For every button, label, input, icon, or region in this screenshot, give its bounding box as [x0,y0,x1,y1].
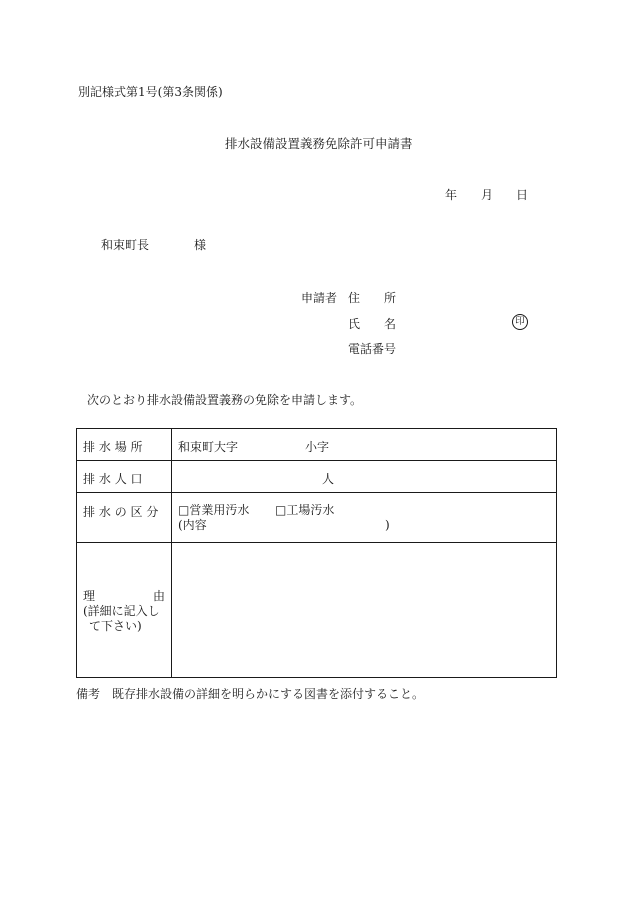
name-label-char: 氏 [348,317,361,331]
reason-note-line1: (詳細に記入し [83,604,160,618]
category-label-cell [77,493,172,543]
reason-value-cell[interactable] [172,543,557,678]
application-table [76,428,557,678]
category-value-cell [172,493,557,543]
population-label: 排 水 人 口 [83,472,143,486]
addressee-honorific: 様 [194,238,207,252]
remarks [76,688,424,700]
form-reference: 別記様式第1号(第3条関係) [78,85,223,99]
remarks-text: 既存排水設備の詳細を明らかにする図書を添付すること。 [112,687,425,701]
category-label: 排 水 の 区 分 [83,505,159,519]
category-option-industrial[interactable]: □工場汚水 [275,503,335,517]
reason-label-cell [77,543,172,678]
name-label-char: 名 [384,317,397,331]
category-detail-close: ) [385,518,390,532]
address-label [348,292,396,304]
table-row [77,429,557,461]
place-oaza-text: 和束町大字 [178,440,239,454]
place-value-cell[interactable] [172,429,557,461]
place-label: 排 水 場 所 [83,440,143,454]
table-row [77,543,557,678]
date-year-label: 年 [445,188,458,202]
name-label [348,318,396,330]
date-month-label: 月 [481,188,494,202]
intro-text: 次のとおり排水設備設置義務の免除を申請します。 [87,393,363,407]
reason-label: 理 由 (詳細に記入し て下さい) [83,589,165,633]
phone-label: 電話番号 [348,342,397,356]
date-day-label: 日 [516,188,529,202]
category-detail-open: (内容 [178,518,207,532]
population-label-cell [77,461,172,493]
address-label-char: 住 [348,291,361,305]
table-row [77,493,557,543]
category-option-commercial[interactable]: □営業用汚水 [178,503,250,517]
addressee-name: 和束町長 [101,238,150,252]
place-label-cell [77,429,172,461]
reason-note-line2: て下さい) [89,619,142,633]
remarks-label: 備考 [76,687,101,701]
applicant-label: 申請者 [301,291,338,305]
address-label-char: 所 [384,291,397,305]
document-title: 排水設備設置義務免除許可申請書 [225,136,413,151]
place-koaza-text: 小字 [305,440,330,454]
table-row [77,461,557,493]
seal-mark: 印 [512,314,528,330]
population-value-cell[interactable] [172,461,557,493]
population-unit: 人 [322,472,335,486]
